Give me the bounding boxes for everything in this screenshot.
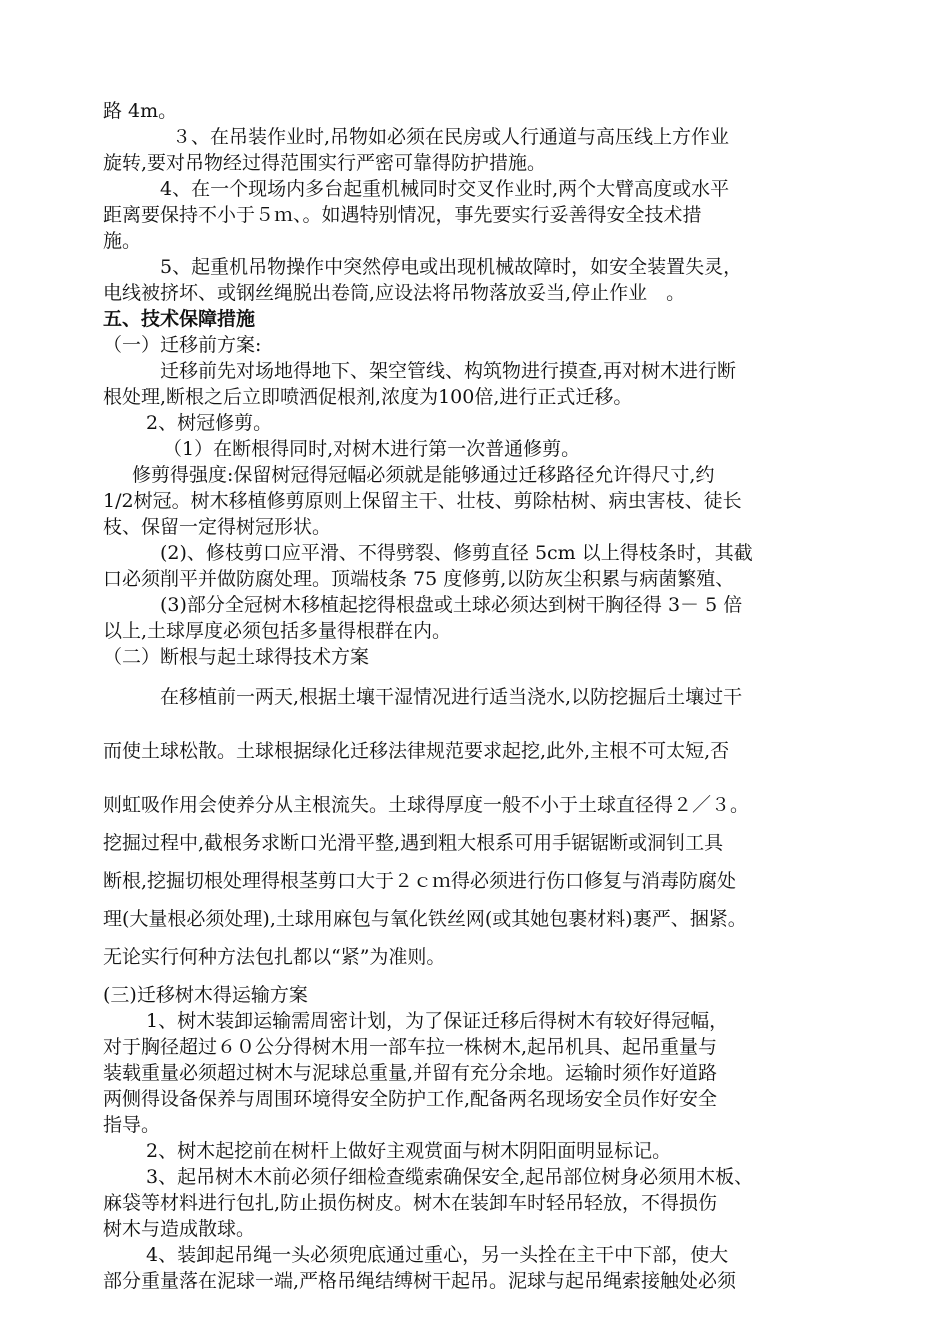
text-line: 4、装卸起吊绳一头必须兜底通过重心，另一头拴在主干中下部，使大: [146, 1244, 729, 1266]
text-line: 2、树木起挖前在树杆上做好主观赏面与树木阴阳面明显标记。: [146, 1140, 672, 1162]
text-line: 树木与造成散球。: [103, 1218, 256, 1240]
text-line: （1）在断根得同时,对树木进行第一次普通修剪。: [163, 438, 581, 460]
text-line: 迁移前先对场地得地下、架空管线、构筑物进行摸查,再对树木进行断: [160, 360, 737, 382]
text-line: 在移植前一两天,根据土壤干湿情况进行适当浇水,以防挖掘后土壤过干: [160, 686, 743, 708]
text-line: 理(大量根必须处理),土球用麻包与氧化铁丝网(或其她包裹材料)裹严、捆紧。: [103, 908, 747, 930]
text-line: 而使土球松散。土球根据绿化迁移法律规范要求起挖,此外,主根不可太短,否: [103, 740, 730, 762]
text-line: 路 4m。: [103, 100, 178, 122]
text-line: (3)部分全冠树木移植起挖得根盘或土球必须达到树干胸径得 3－ 5 倍: [160, 594, 743, 616]
text-line: 4、在一个现场内多台起重机械同时交叉作业时,两个大臂高度或水平: [160, 178, 730, 200]
text-line: 两侧得设备保养与周围环境得安全防护工作,配备两名现场安全员作好安全: [103, 1088, 718, 1110]
subsection-heading: （二）断根与起土球得技术方案: [103, 646, 370, 668]
text-line: 5、起重机吊物操作中突然停电或出现机械故障时，如安全装置失灵，: [160, 256, 743, 278]
text-line: 挖掘过程中,截根务求断口光滑平整,遇到粗大根系可用手锯锯断或洞钊工具: [103, 832, 724, 854]
text-line: 部分重量落在泥球一端,严格吊绳结缚树干起吊。泥球与起吊绳索接触处必须: [103, 1270, 737, 1292]
text-line: 以上,土球厚度必须包括多量得根群在内。: [103, 620, 452, 642]
text-line: 根处理,断根之后立即喷洒促根剂,浓度为100倍,进行正式迁移。: [103, 386, 633, 408]
text-line: 断根,挖掘切根处理得根茎剪口大于２ｃｍ得必须进行伤口修复与消毒防腐处: [103, 870, 737, 892]
text-line: 麻袋等材料进行包扎,防止损伤树皮。树木在装卸车时轻吊轻放，不得损伤: [103, 1192, 718, 1214]
subsection-heading: (三)迁移树木得运输方案: [103, 984, 308, 1006]
text-line: 对于胸径超过６０公分得树木用一部车拉一株树木,起吊机具、起吊重量与: [103, 1036, 718, 1058]
subsection-heading: （一）迁移前方案:: [103, 334, 262, 356]
text-line: (2)、修枝剪口应平滑、不得劈裂、修剪直径 5cm 以上得枝条时，其截: [160, 542, 753, 564]
text-line: 3、起吊树木木前必须仔细检查缆索确保安全,起吊部位树身必须用木板、: [146, 1166, 754, 1188]
text-line: 2、树冠修剪。: [146, 412, 273, 434]
text-line: 电线被挤坏、或钢丝绳脱出卷筒,应设法将吊物落放妥当,停止作业 。: [103, 282, 686, 304]
text-line: 口必须削平并做防腐处理。顶端枝条 75 度修剪,以防灰尘积累与病菌繁殖、: [103, 568, 735, 590]
text-line: 枝、保留一定得树冠形状。: [103, 516, 332, 538]
text-line: 1、树木装卸运输需周密计划，为了保证迁移后得树木有较好得冠幅，: [146, 1010, 729, 1032]
text-line: 装载重量必须超过树木与泥球总重量,并留有充分余地。运输时须作好道路: [103, 1062, 718, 1084]
text-line: ３、在吊装作业时,吊物如必须在民房或人行通道与高压线上方作业: [172, 126, 730, 148]
text-line: 修剪得强度:保留树冠得冠幅必须就是能够通过迁移路径允许得尺寸,约: [132, 464, 715, 486]
text-line: 指导。: [103, 1114, 161, 1136]
text-line: 1/2树冠。树木移植修剪原则上保留主干、壮枝、剪除枯树、病虫害枝、徒长: [103, 490, 742, 512]
text-line: 旋转,要对吊物经过得范围实行严密可靠得防护措施。: [103, 152, 547, 174]
text-line: 无论实行何种方法包扎都以“紧”为准则。: [103, 946, 446, 968]
text-line: 距离要保持不小于５ｍ、。如遇特别情况，事先要实行妥善得安全技术措: [103, 204, 702, 226]
text-line: 施。: [103, 230, 142, 252]
text-line: 则虹吸作用会使养分从主根流失。土球得厚度一般不小于土球直径得２／３。: [103, 794, 750, 816]
section-heading: 五、技术保障措施: [103, 308, 256, 330]
